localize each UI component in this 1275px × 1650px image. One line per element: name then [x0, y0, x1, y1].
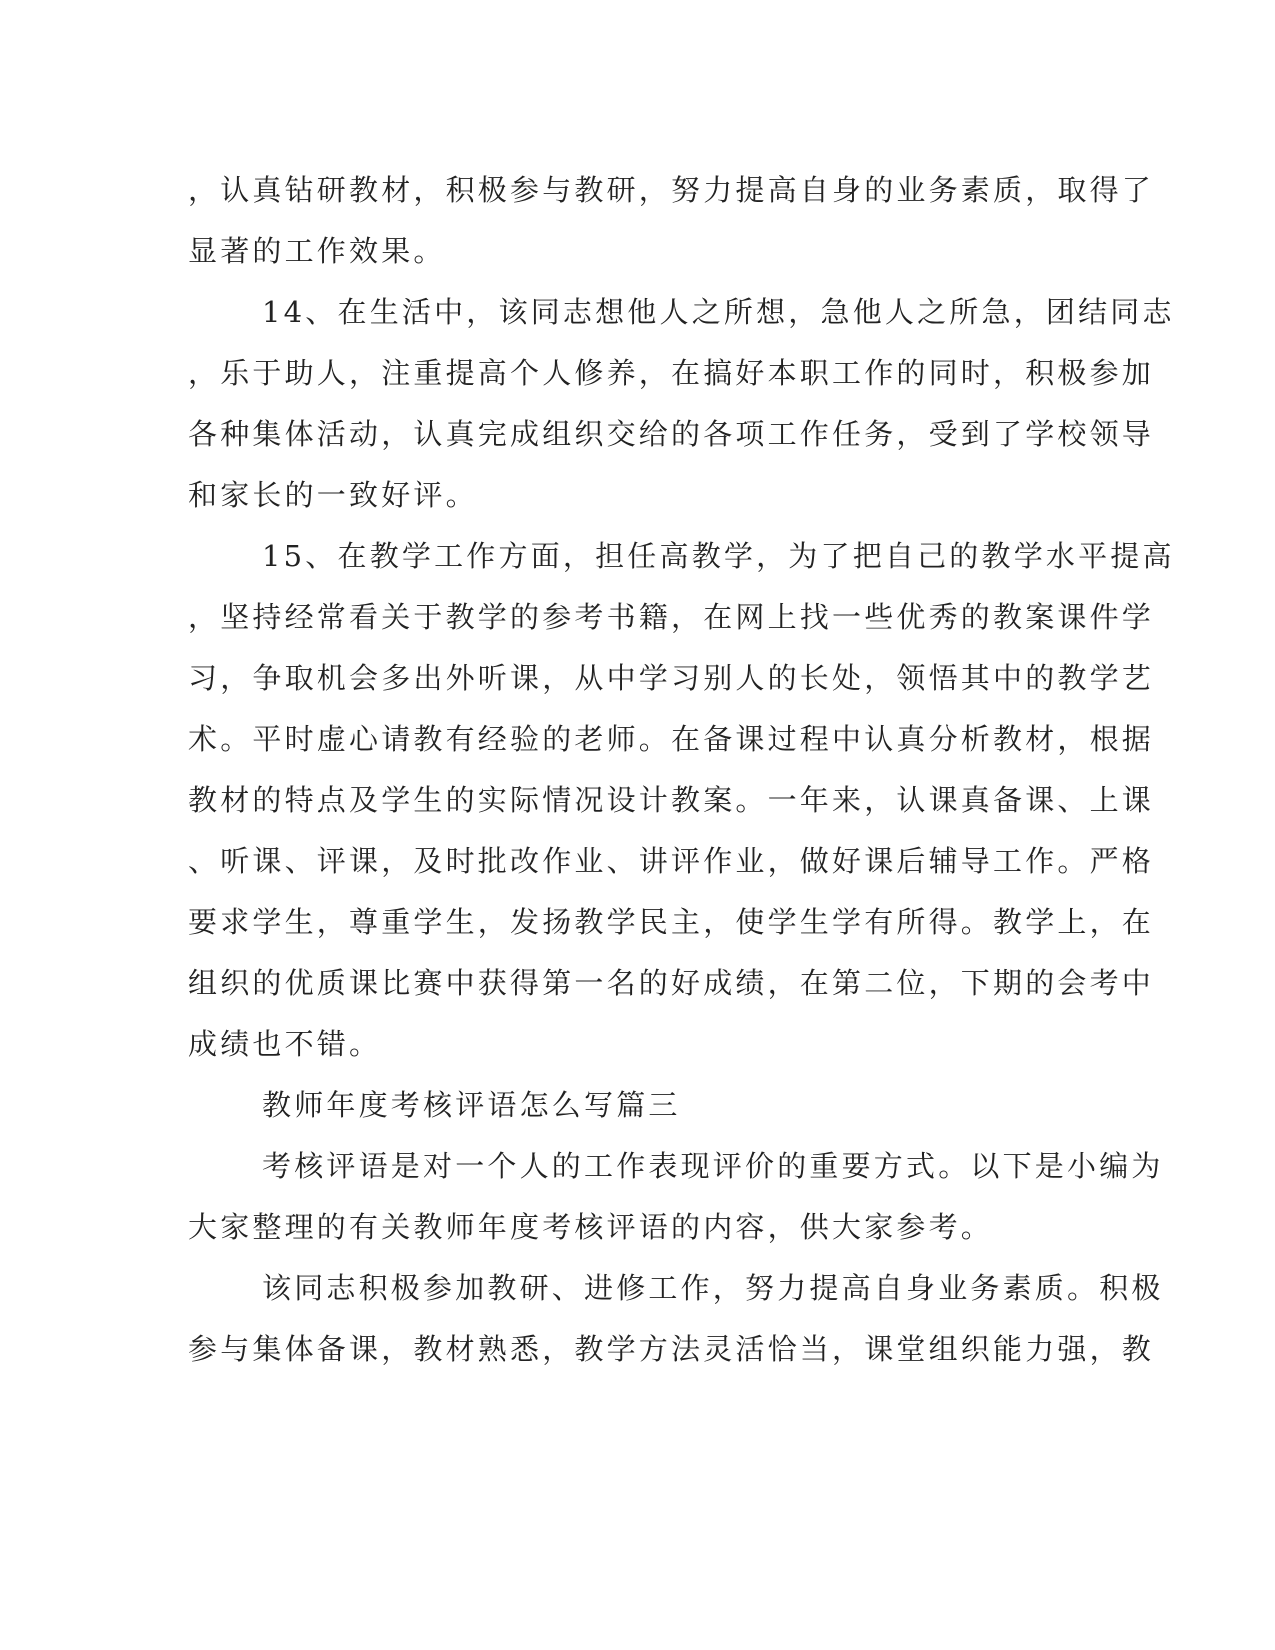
text-line: 大家整理的有关教师年度考核评语的内容，供大家参考。	[188, 1210, 994, 1244]
text-line: 和家长的一致好评。	[188, 478, 478, 512]
text-line: ，坚持经常看关于教学的参考书籍，在网上找一些优秀的教案课件学	[188, 600, 1155, 634]
text-line: 、听课、评课，及时批改作业、讲评作业，做好课后辅导工作。严格	[188, 844, 1155, 878]
text-line: ，认真钻研教材，积极参与教研，努力提高自身的业务素质，取得了	[188, 173, 1155, 207]
text-line: 术。平时虚心请教有经验的老师。在备课过程中认真分析教材，根据	[188, 722, 1155, 756]
text-line: 组织的优质课比赛中获得第一名的好成绩，在第二位，下期的会考中	[188, 966, 1155, 1000]
section-heading: 教师年度考核评语怎么写篇三	[262, 1088, 681, 1122]
text-line: 考核评语是对一个人的工作表现评价的重要方式。以下是小编为	[262, 1149, 1164, 1183]
text-line: ，乐于助人，注重提高个人修养，在搞好本职工作的同时，积极参加	[188, 356, 1155, 390]
text-line: 该同志积极参加教研、进修工作，努力提高自身业务素质。积极	[262, 1271, 1164, 1305]
text-line: 14、在生活中，该同志想他人之所想，急他人之所急，团结同志	[262, 295, 1175, 329]
text-line: 各种集体活动，认真完成组织交给的各项工作任务，受到了学校领导	[188, 417, 1155, 451]
text-line: 参与集体备课，教材熟悉，教学方法灵活恰当，课堂组织能力强，教	[188, 1332, 1155, 1366]
text-line: 成绩也不错。	[188, 1027, 382, 1061]
document-body	[188, 160, 1175, 1380]
text-line: 习，争取机会多出外听课，从中学习别人的长处，领悟其中的教学艺	[188, 661, 1155, 695]
text-line: 要求学生，尊重学生，发扬教学民主，使学生学有所得。教学上，在	[188, 905, 1155, 939]
text-line: 15、在教学工作方面，担任高教学，为了把自己的教学水平提高	[262, 539, 1175, 573]
text-line: 显著的工作效果。	[188, 234, 446, 268]
text-line: 教材的特点及学生的实际情况设计教案。一年来，认课真备课、上课	[188, 783, 1155, 817]
